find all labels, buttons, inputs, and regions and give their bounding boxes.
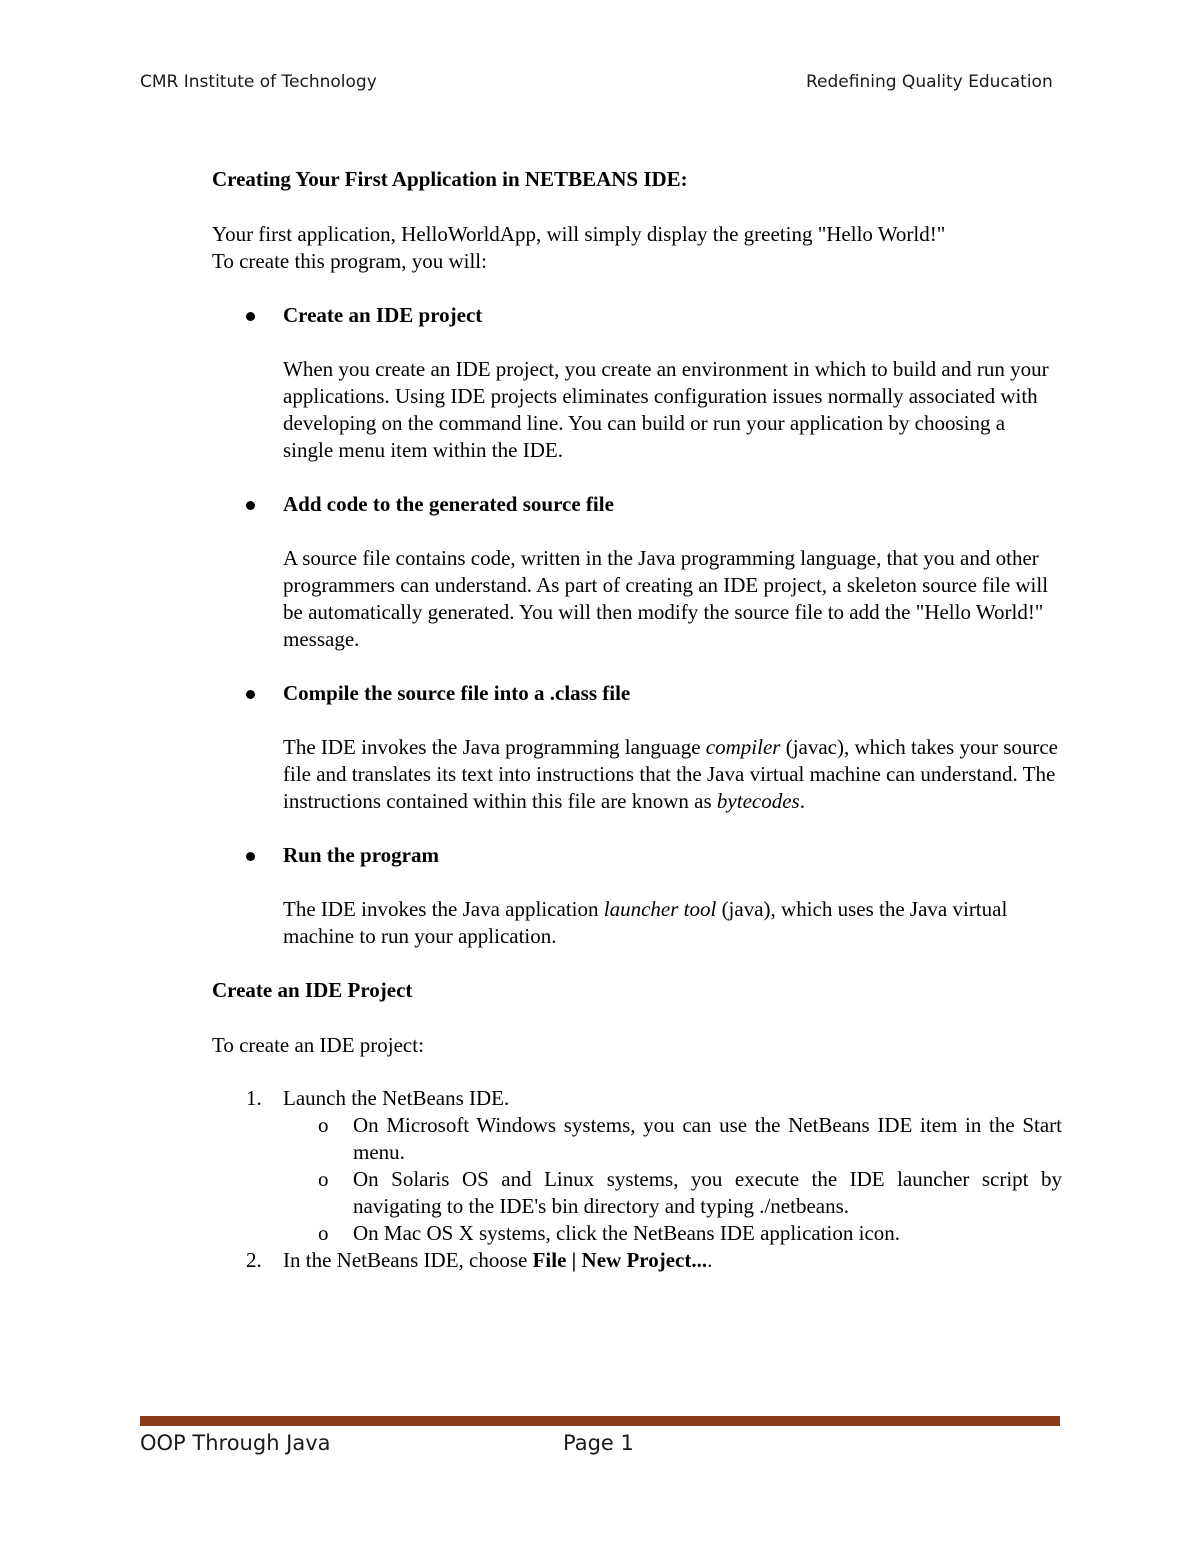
sub-item-text: On Microsoft Windows systems, you can use the NetBeans IDE item in the Start menu.: [353, 1113, 1062, 1164]
header-institute: CMR Institute of Technology: [140, 72, 377, 92]
sub-item: [212, 1220, 1062, 1247]
bullet-item: [212, 842, 1062, 950]
step-text: Launch the NetBeans IDE.: [283, 1086, 510, 1110]
step-number: 1.: [246, 1086, 262, 1110]
sub-bullet-icon: o: [318, 1167, 329, 1191]
section-intro: To create an IDE project:: [212, 1033, 424, 1057]
page-number: Page 1: [563, 1431, 634, 1455]
body-text: (javac), which takes your source file and translates its text into instructions that the Java virtual machine can understand. The instructions contained within this file are known as: [283, 735, 1059, 813]
bullet-heading: Create an IDE project: [283, 303, 483, 327]
sub-item: [212, 1112, 1062, 1166]
body-text: (java), which uses the Java virtual machine to run your application.: [283, 897, 1008, 948]
bullet-heading: Run the program: [283, 843, 439, 867]
bullet-item: [212, 680, 1062, 815]
intro-line: Your first application, HelloWorldApp, will simply display the greeting "Hello World!": [212, 222, 946, 246]
step-text: .: [707, 1248, 713, 1272]
body-text: .: [799, 789, 805, 813]
bullet-icon: [246, 852, 255, 861]
document-body: [212, 166, 1062, 1274]
bullet-icon: [246, 312, 255, 321]
numbered-step: [212, 1085, 1062, 1247]
bullet-icon: [246, 501, 255, 510]
sub-bullet-icon: o: [318, 1221, 329, 1245]
intro-line: To create this program, you will:: [212, 249, 487, 273]
bullet-heading: Add code to the generated source file: [283, 492, 614, 516]
bullet-item: [212, 491, 1062, 653]
body-text: The IDE invokes the Java programming language: [283, 735, 706, 759]
menu-path: File | New Project...: [532, 1248, 708, 1272]
sub-item: [212, 1166, 1062, 1220]
footer-divider: [140, 1416, 1060, 1426]
step-text: In the NetBeans IDE, choose: [283, 1248, 533, 1272]
body-text: The IDE invokes the Java application: [283, 897, 604, 921]
bullet-item: [212, 302, 1062, 464]
bullet-body: [283, 734, 1058, 815]
bullet-heading: Compile the source file into a .class file: [283, 681, 631, 705]
section-title: Create an IDE Project: [212, 978, 413, 1002]
bullet-body: [283, 896, 1058, 950]
bullet-body: When you create an IDE project, you create an environment in which to build and run your applications. Using IDE projects eliminates configuration issues normally associated with developing on the command line. You can build or run your application by choosing a single menu item within the IDE.: [283, 357, 1049, 462]
sub-item-text: On Mac OS X systems, click the NetBeans IDE application icon.: [353, 1221, 901, 1245]
sub-list: [283, 1112, 1062, 1247]
document-title: Creating Your First Application in NETBEANS IDE:: [212, 167, 688, 191]
intro-paragraph: [212, 221, 1062, 275]
header-tagline: Redefining Quality Education: [806, 72, 1053, 92]
numbered-step: [212, 1247, 1062, 1274]
bullet-body: A source file contains code, written in the Java programming language, that you and other programmers can understand. As part of creating an IDE project, a skeleton source file will be automatically generated. You will then modify the source file to add the "Hello World!" message.: [283, 546, 1049, 651]
emphasis-term: bytecodes: [716, 789, 800, 813]
steps-bullet-list: [212, 302, 1062, 950]
footer-course: OOP Through Java: [140, 1431, 331, 1455]
step-number: 2.: [246, 1248, 262, 1272]
emphasis-term: launcher tool: [603, 897, 717, 921]
emphasis-term: compiler: [705, 735, 781, 759]
sub-bullet-icon: o: [318, 1113, 329, 1137]
bullet-icon: [246, 690, 255, 699]
sub-item-text: On Solaris OS and Linux systems, you execute the IDE launcher script by navigating to the IDE's bin directory and typing ./netbeans.: [353, 1167, 1062, 1218]
numbered-steps: [212, 1085, 1062, 1274]
